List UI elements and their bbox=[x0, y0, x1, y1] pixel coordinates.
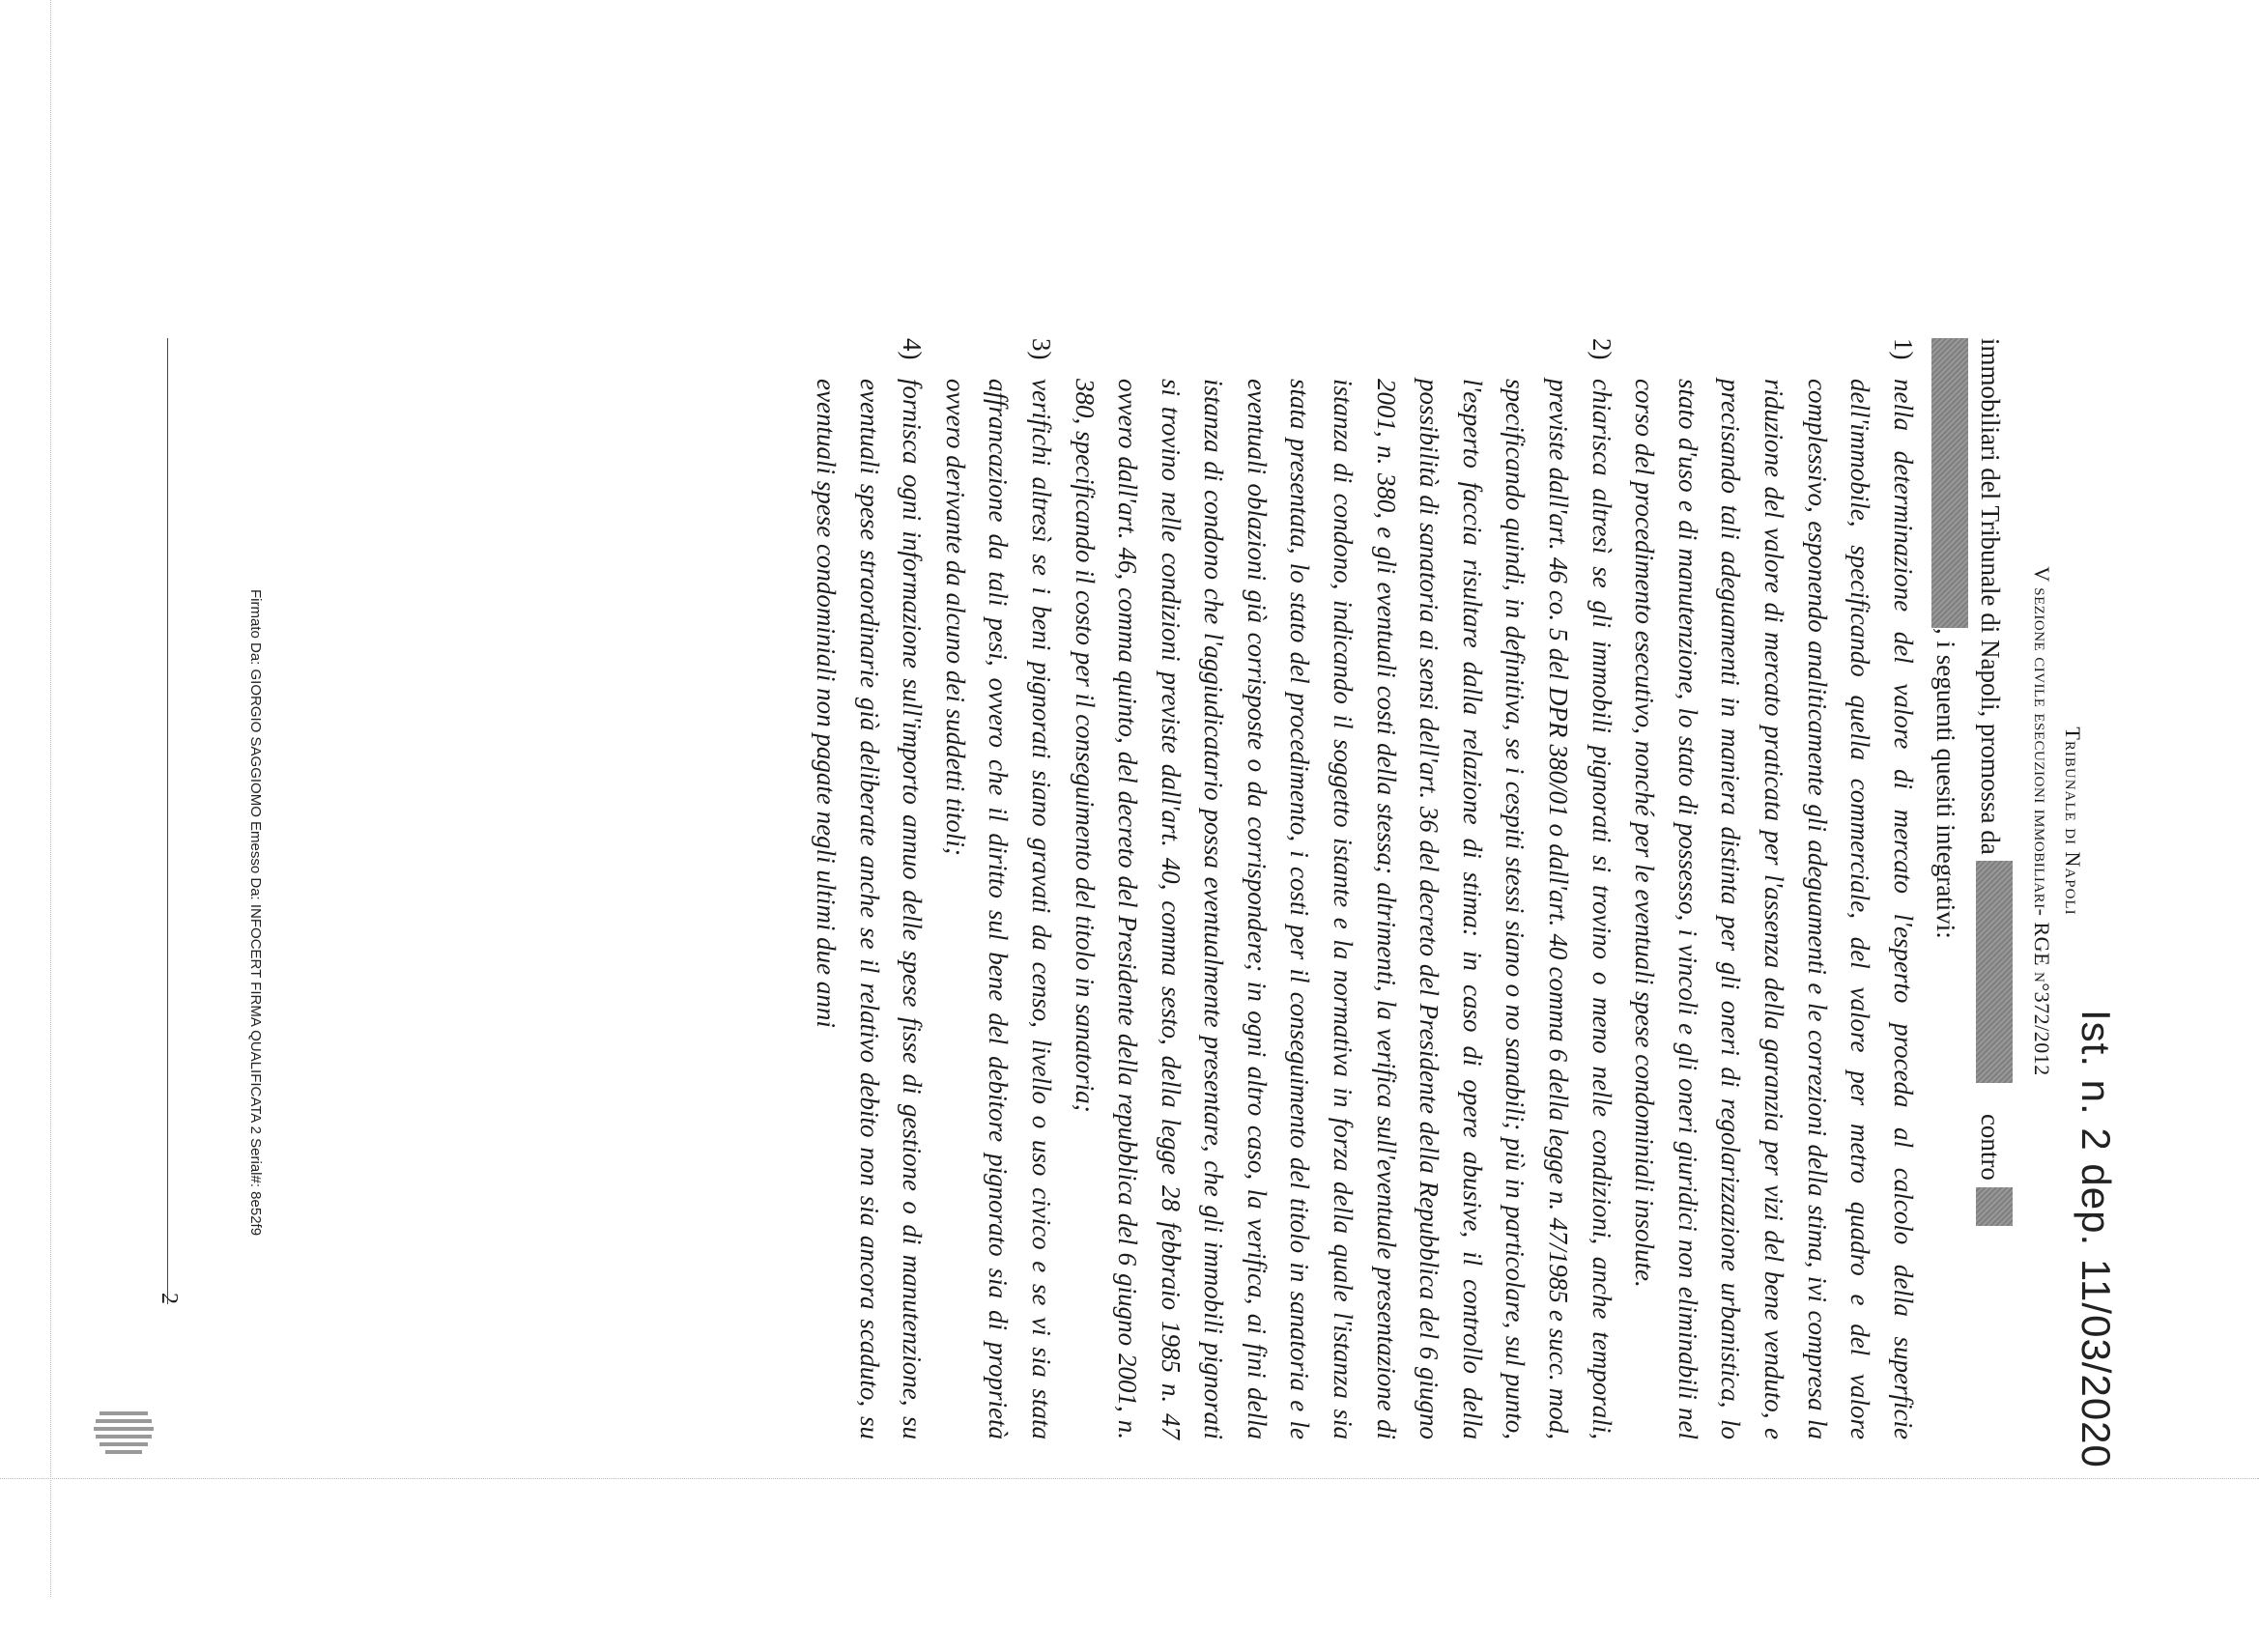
intro-text-3: , i seguenti quesiti integrativi: bbox=[1931, 628, 1961, 939]
scan-fold-line bbox=[49, 0, 51, 1597]
filing-stamp: Ist. n. 2 dep. 11/03/2020 bbox=[2073, 1010, 2119, 1468]
question-item-3 bbox=[933, 338, 1063, 1439]
item-text: nella determinazione del valore di mercato l'esperto proceda al calcolo della superficie dell'immobile, specificando quella commerciale, del valore per metro quadro e del valore complessivo, esponendo analiticamente gli adeguamenti e le correzioni della stima, ivi compresa la riduzione del valore di mercato praticata per l'assenza della garanzia per vizi del bene venduto, e precisando tali adeguamenti in maniera distinta per gli oneri di regolarizzazione urbanistica, lo stato d'uso e di manutenzione, lo stato di possesso, i vincoli e gli oneri giuridici non eliminabili nel corso del procedimento esecutivo, nonché per le eventuali spese condominiali insolute. bbox=[1630, 379, 1918, 1439]
redacted-creditor bbox=[1976, 861, 2013, 1083]
signature-seal-icon bbox=[90, 1406, 157, 1464]
court-title: Tribunale di Napoli bbox=[2061, 726, 2085, 916]
redacted-debtor-continued bbox=[1931, 338, 1968, 628]
question-item-2 bbox=[1063, 338, 1623, 1439]
scan-edge-line bbox=[0, 1478, 2259, 1480]
question-item-4 bbox=[804, 338, 933, 1439]
digital-signature-line: Firmato Da: GIORGIO SAGGIOMO Emesso Da: INFOCERT FIRMA QUALIFICATA 2 Serial#: 8e52f9 bbox=[247, 589, 264, 1237]
item-number: 3) bbox=[1026, 338, 1056, 360]
page-number: 2 bbox=[157, 1293, 182, 1304]
section-subtitle: V sezione civile esecuzioni immobiliari- RGE n°372/2012 bbox=[2030, 566, 2054, 1076]
redacted-debtor bbox=[1976, 1187, 2013, 1226]
question-item-1 bbox=[1623, 338, 1925, 1439]
intro-text-2: contro bbox=[1976, 1113, 2005, 1181]
item-number: 1) bbox=[1888, 338, 1918, 360]
item-text: chiarisca altresì se gli immobili pignorati si trovino o meno nelle condizioni, anche temporali, previste dall'art. 46 co. 5 del DPR 380/01 o dall'art. 40 comma 6 della legge n. 47/1985 e succ. mod, specificando quindi, in definitiva, se i cespiti stessi siano o no sanabili; più in particolare, sul punto, l'esperto faccia risultare dalla relazione di stima: in caso di opere abusive, il controllo della possibilità di sanatoria ai sensi dell'art. 36 del decreto del Presidente della Repubblica del 6 giugno 2001, n. 380, e gli eventuali costi della stessa; altrimenti, la verifica sull'eventuale presentazione di istanza di condono, indicando il soggetto istante e la normativa in forza della quale l'istanza sia stata presentata, lo stato del procedimento, i costi per il conseguimento del titolo in sanatoria e le eventuali oblazioni già corrisposte o da corrispondere; in ogni altro caso, la verifica, ai fini della istanza di condono che l'aggiudicatario possa eventualmente presentare, che gli immobili pignorati si trovino nelle condizioni previste dall'art. 40, comma sesto, della legge 28 febbraio 1985 n. 47 ovvero dall'art. 46, comma quinto, del decreto del Presidente della repubblica del 6 giugno 2001, n. 380, specificando il costo per il conseguimento del titolo in sanatoria; bbox=[1070, 379, 1616, 1439]
footer-rule bbox=[167, 338, 168, 1304]
item-text: verifichi altresì se i beni pignorati siano gravati da censo, livello o uso civico e se vi sia stata affrancazione da tali pesi, ovvero che il diritto sul bene del debitore pignorato sia di proprietà ovvero derivante da alcuno dei suddetti titoli; bbox=[940, 379, 1056, 1439]
item-number: 4) bbox=[898, 338, 928, 360]
intro-text-1: immobiliari del Tribunale di Napoli, promossa da bbox=[1976, 338, 2005, 855]
document-body bbox=[804, 338, 2013, 1439]
item-text: fornisca ogni informazione sull'importo annuo delle spese fisse di gestione o di manutenzione, su eventuali spese straordinarie già deliberate anche se il relativo debito non sia ancora scaduto, su eventuali spese condominiali non pagate negli ultimi due anni bbox=[811, 379, 928, 1439]
intro-paragraph bbox=[1925, 338, 2013, 1439]
item-number: 2) bbox=[1587, 338, 1616, 360]
